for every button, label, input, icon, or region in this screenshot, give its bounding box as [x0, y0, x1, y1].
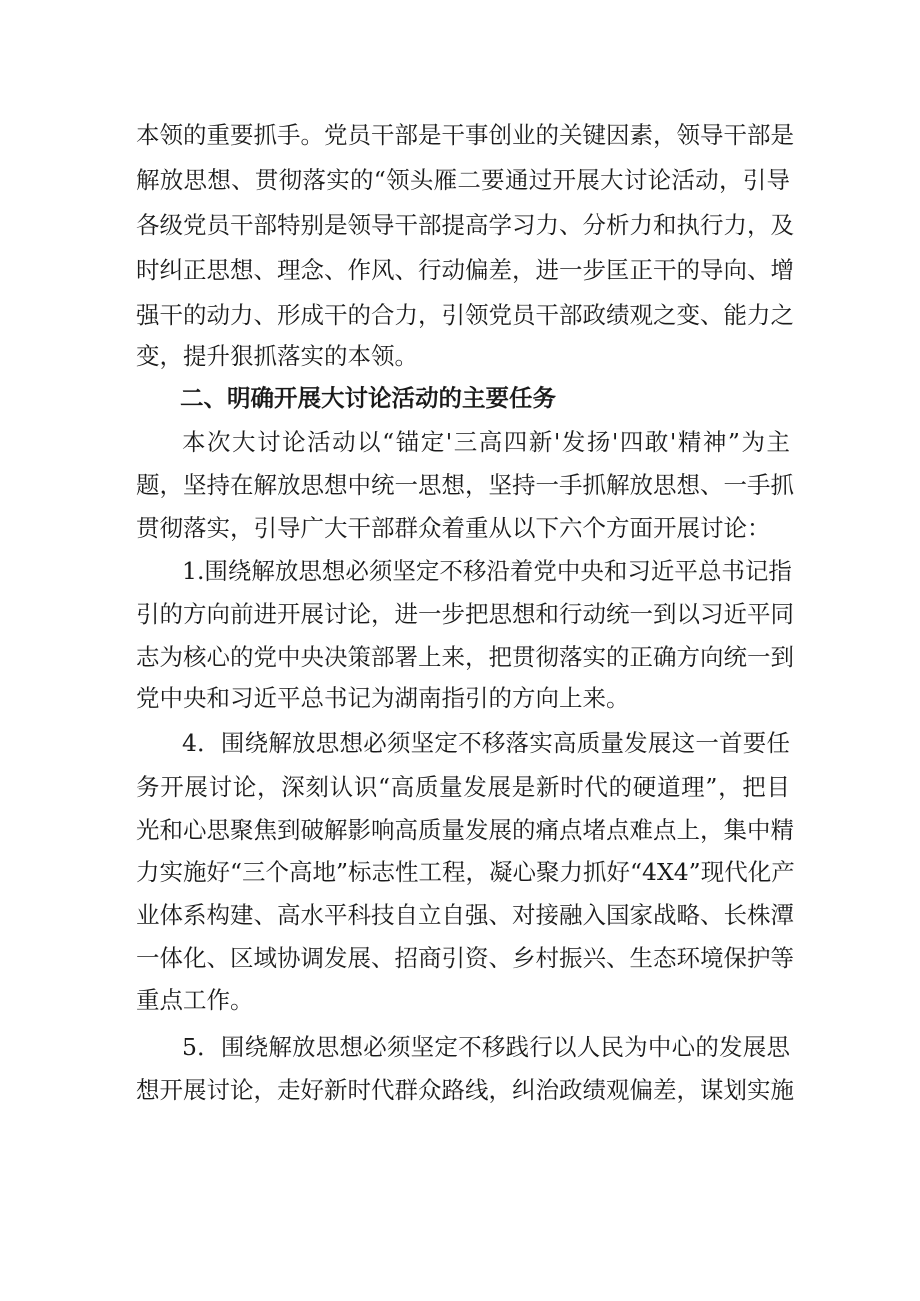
- paragraph-line: 变，提升狠抓落实的本领。: [136, 342, 418, 370]
- paragraph-line: 本次大讨论活动以“锚定'三高四新'发扬'四敢'精神”为主: [182, 428, 790, 456]
- paragraph-line: 党中央和习近平总书记为湖南指引的方向上来。: [136, 684, 630, 712]
- paragraph-line: 贯彻落实，引导广大干部群众着重从以下六个方面开展讨论：: [136, 514, 771, 542]
- paragraph-line: 4．围绕解放思想必须坚定不移落实高质量发展这一首要任: [182, 729, 790, 757]
- paragraph-line: 本领的重要抓手。党员干部是干事创业的关键因素，领导干部是: [136, 121, 794, 149]
- paragraph-line: 强干的动力、形成干的合力，引领党员干部政绩观之变、能力之: [136, 301, 794, 329]
- paragraph-line: 想开展讨论，走好新时代群众路线，纠治政绩观偏差，谋划实施: [136, 1076, 794, 1104]
- paragraph-line: 一体化、区域协调发展、招商引资、乡村振兴、生态环境保护等: [136, 944, 794, 972]
- paragraph-line: 光和心思聚焦到破解影响高质量发展的痛点堵点难点上，集中精: [136, 816, 794, 844]
- paragraph-line: 重点工作。: [136, 986, 254, 1014]
- paragraph-line: 志为核心的党中央决策部署上来，把贯彻落实的正确方向统一到: [136, 643, 794, 671]
- paragraph-line: 解放思想、贯彻落实的“领头雁二要通过开展大讨论活动，引导: [136, 166, 790, 194]
- paragraph-line: 时纠正思想、理念、作风、行动偏差，进一步匡正干的导向、增: [136, 256, 794, 284]
- section-heading: 二、明确开展大讨论活动的主要任务: [180, 384, 556, 412]
- paragraph-line: 力实施好“三个高地”标志性工程，凝心聚力抓好“4X4”现代化产: [136, 858, 795, 886]
- paragraph-line: 引的方向前进开展讨论，进一步把思想和行动统一到以习近平同: [136, 600, 794, 628]
- paragraph-line: 1.围绕解放思想必须坚定不移沿着党中央和习近平总书记指: [182, 557, 792, 585]
- paragraph-line: 各级党员干部特别是领导干部提高学习力、分析力和执行力，及: [136, 211, 794, 239]
- paragraph-line: 务开展讨论，深刻认识“高质量发展是新时代的硬道理”，把目: [136, 773, 790, 801]
- paragraph-line: 题，坚持在解放思想中统一思想，坚持一手抓解放思想、一手抓: [136, 471, 794, 499]
- paragraph-line: 5．围绕解放思想必须坚定不移践行以人民为中心的发展思: [182, 1033, 790, 1061]
- paragraph-line: 业体系构建、高水平科技自立自强、对接融入国家战略、长株潭: [136, 901, 794, 929]
